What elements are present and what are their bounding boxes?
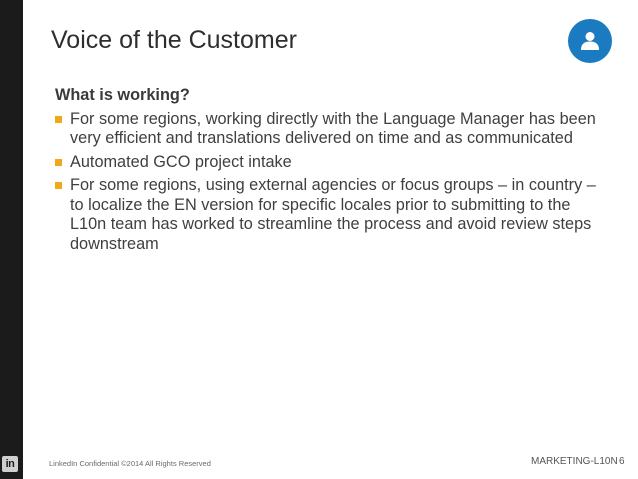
person-silhouette-icon: [581, 31, 599, 51]
section-heading: What is working?: [55, 86, 190, 104]
list-item: [55, 176, 600, 254]
list-item: [55, 110, 600, 149]
slide-title: Voice of the Customer: [51, 26, 297, 54]
left-sidebar-bar: [0, 0, 23, 479]
slide-body: [55, 86, 600, 258]
confidential-notice: LinkedIn Confidential ©2014 All Rights Reserved: [49, 459, 211, 468]
square-bullet-icon: [55, 182, 62, 189]
square-bullet-icon: [55, 116, 62, 123]
section-label: MARKETING-L10N: [531, 456, 618, 467]
bullet-list: [55, 110, 600, 255]
bullet-text: For some regions, using external agencies or focus groups – in country – to localize the EN version for specific locales prior to submitting to the L10n team has worked to streamline the process and avoid review steps downstream: [70, 176, 596, 253]
linkedin-logo-icon: in: [2, 456, 18, 472]
user-avatar-icon: [568, 19, 612, 63]
list-item: [55, 153, 600, 173]
square-bullet-icon: [55, 159, 62, 166]
bullet-text: For some regions, working directly with the Language Manager has been very efficient and translations delivered on time and as communicated: [70, 109, 596, 147]
bullet-text: Automated GCO project intake: [70, 152, 292, 171]
page-number: 6: [619, 456, 625, 467]
